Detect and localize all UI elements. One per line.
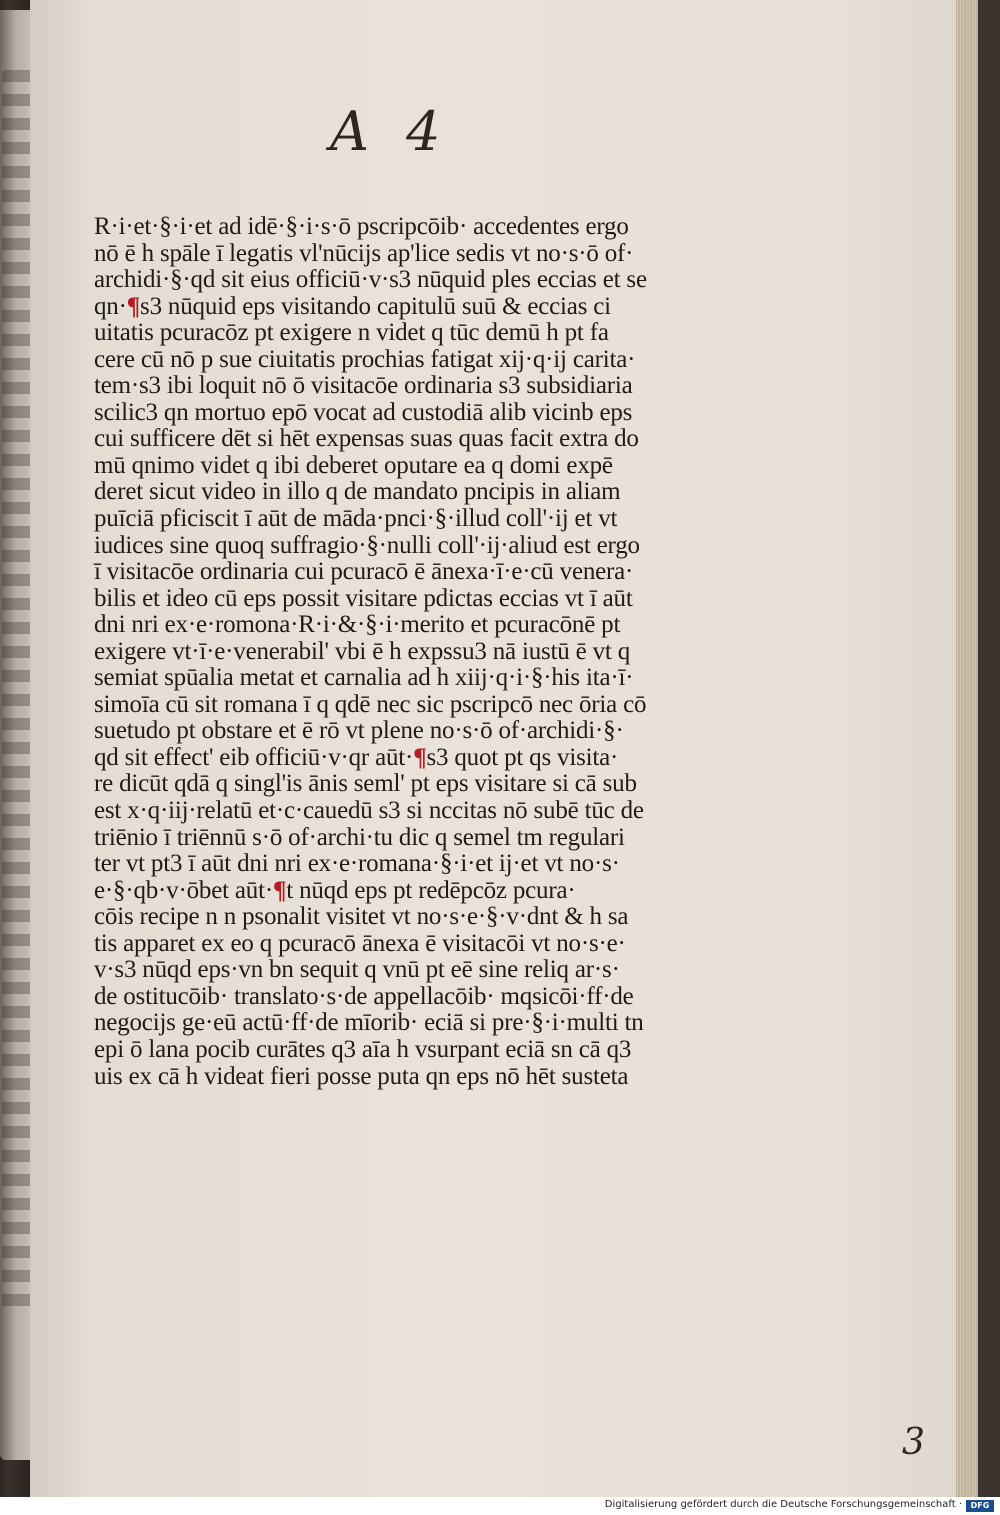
- text-line: qn·¶s3 nūquid eps visitando capitulū suū & eccias ci: [94, 292, 611, 320]
- text-line: re dicūt qdā q singl'is ānis seml' pt eps visitare si cā sub: [94, 770, 637, 798]
- text-line: v·s3 nūqd eps·vn bn sequit q vnū pt eē sine reliq ar·s·: [94, 956, 620, 984]
- text-line: puīciā pficiscit ī aūt de māda·pnci·§·illud coll'·ij et vt: [94, 505, 618, 533]
- rubricated-paragraph-mark: ¶: [126, 292, 141, 320]
- text-line: est x·q·iij·relatū et·c·cauedū s3 si nccitas nō subē tūc de: [94, 797, 644, 825]
- text-line: cōis recipe n n psonalit visitet vt no·s·e·§·v·dnt & h sa: [94, 903, 629, 931]
- text-line: iudices sine quoq suffragio·§·nulli coll'·ij·aliud est ergo: [94, 531, 640, 559]
- book-page: [30, 0, 978, 1497]
- text-line: semiat spūalia metat et carnalia ad h xiij·q·i·§·his ita·ī·: [94, 664, 634, 692]
- text-line: tis apparet ex eo q pcuracō ānexa ē visitacōi vt no·s·e·: [94, 929, 626, 957]
- text-line: R·i·et·§·i·et ad idē·§·i·s·ō pscripcōib· accedentes ergo: [94, 213, 629, 240]
- digitization-credit: Digitalisierung gefördert durch die Deutsche Forschungsgemeinschaft ·: [604, 1499, 962, 1510]
- text-line: scilic3 qn mortuo epō vocat ad custodiā alib vicinb eps: [94, 398, 633, 426]
- text-line: de ostitucōib· translato·s·de appellacōib· mqsicōi·ff·de: [94, 982, 634, 1010]
- text-line: nō ē h spāle ī legatis vl'nūcijs ap'lice sedis vt no·s·ō of·: [94, 239, 634, 267]
- text-line: uis ex cā h videat fieri posse puta qn eps nō hēt susteta: [94, 1062, 629, 1090]
- text-line: archidi·§·qd sit eius officiū·v·s3 nūquid ples eccias et se: [94, 266, 647, 294]
- rubricated-paragraph-mark: ¶: [413, 743, 427, 771]
- text-line: mū qnimo videt q ibi deberet oputare ea q domi expē: [94, 451, 613, 479]
- text-line: qd sit effect' eib officiū·v·qr aūt·¶s3 quot pt qs visita·: [94, 743, 619, 771]
- text-line: negocijs ge·eū actū·ff·de mīorib· eciā si pre·§·i·multi tn: [94, 1009, 644, 1037]
- text-line: exigere vt·ī·e·venerabil' vbi ē h expssu3 nā iustū ē vt q: [94, 637, 630, 665]
- text-line: simoīa cū sit romana ī q qdē nec sic pscripcō nec ōria cō: [94, 690, 647, 718]
- text-line: cui sufficere dēt si hēt expensas suas quas facit extra do: [94, 425, 639, 453]
- text-line: suetudo pt obstare et ē rō vt plene no·s·ō of·archidi·§·: [94, 717, 624, 745]
- text-line: cere cū nō p sue ciuitatis prochias fatigat xij·q·ij carita·: [94, 345, 636, 373]
- gothic-text-block: [94, 214, 694, 1090]
- dfg-logo: DFG: [966, 1500, 994, 1512]
- text-line: tem·s3 ibi loquit nō ō visitacōe ordinaria s3 subsidiaria: [94, 372, 633, 400]
- text-line: epi ō lana pocib curātes q3 aīa h vsurpant eciā sn cā q3: [94, 1035, 632, 1063]
- text-line: bilis et ideo cū eps possit visitare pdictas eccias vt ī aūt: [94, 584, 633, 612]
- page-stack-edge: [956, 0, 978, 1497]
- text-line: triēnio ī triēnnū s·ō of·archi·tu dic q semel tm regulari: [94, 823, 625, 851]
- digitization-footer: [0, 1497, 1000, 1515]
- text-line: uitatis pcuracōz pt exigere n videt q tūc demū h pt fa: [94, 319, 609, 347]
- text-line: dni nri ex·e·romona·R·i·&·§·i·merito et pcuracōnē pt: [94, 611, 621, 639]
- text-line: ī visitacōe ordinaria cui pcuracō ē ānexa·ī·e·cū venera·: [94, 558, 634, 586]
- text-line: e·§·qb·v·ōbet aūt·¶t nūqd eps pt redēpcōz pcura·: [94, 876, 576, 904]
- rubricated-paragraph-mark: ¶: [272, 876, 287, 904]
- text-line: ter vt pt3 ī aūt dni nri ex·e·romana·§·i·et ij·et vt no·s·: [94, 850, 620, 878]
- page-number: 3: [902, 1422, 925, 1463]
- text-line: deret sicut video in illo q de mandato pncipis in aliam: [94, 478, 621, 506]
- folio-signature-mark: A 4: [330, 100, 451, 163]
